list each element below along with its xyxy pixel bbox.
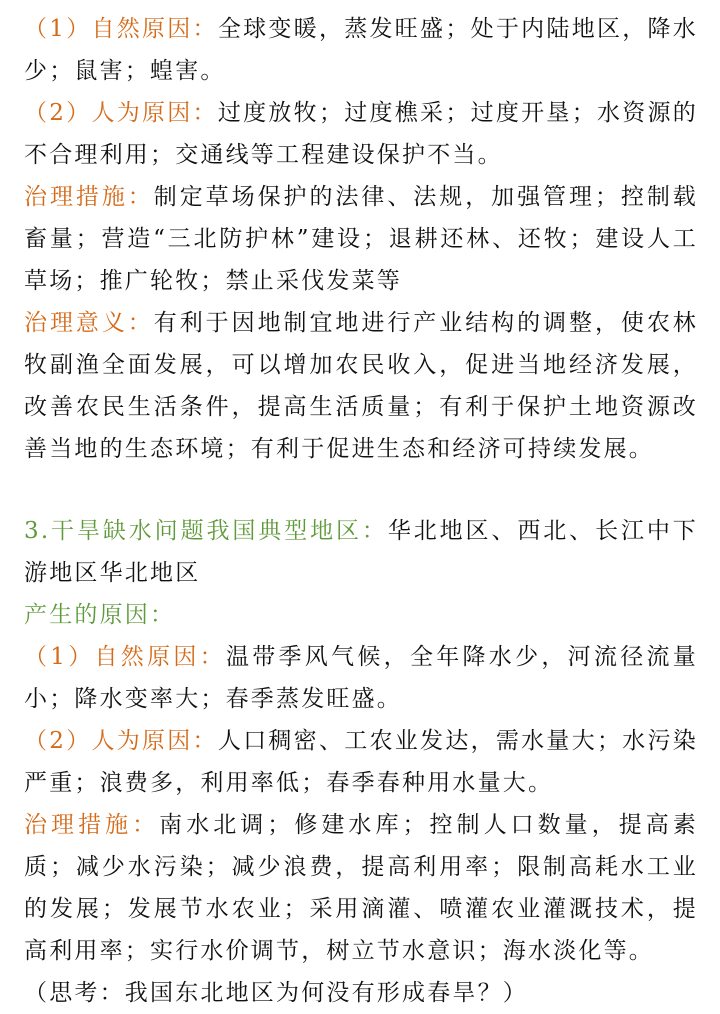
drought-natural-label: （1）自然原因：: [24, 644, 226, 670]
desert-significance-label: 治理意义：: [24, 310, 154, 336]
drought-measures: [24, 804, 698, 972]
drought-heading-label: 3.干旱缺水问题我国典型地区：: [24, 518, 388, 544]
drought-heading: [24, 510, 698, 594]
desert-natural-text: 全球变暖，蒸发旺盛；处于内陆地区，降水少；鼠害；蝗害。: [24, 16, 698, 84]
section-gap: [24, 470, 698, 510]
desert-natural-causes: [24, 8, 698, 92]
drought-human-label: （2）人为原因：: [24, 728, 218, 754]
drought-causes-label: 产生的原因：: [24, 602, 176, 628]
drought-measures-label: 治理措施：: [24, 812, 160, 838]
drought-measures-text: 南水北调；修建水库；控制人口数量，提高素质；减少水污染；减少浪费，提高利用率；限制高耗水工业的发展；发展节水农业；采用滴灌、喷灌农业灌溉技术，提高利用率；实行水价调节，树立节水意识；海水淡化等。: [24, 812, 699, 964]
desert-measures-text: 制定草场保护的法律、法规，加强管理；控制载畜量；营造“三北防护林”建设；退耕还林、还牧；建设人工草场；推广轮牧；禁止采伐发菜等: [24, 184, 699, 294]
desert-human-text: 过度放牧；过度樵采；过度开垦；水资源的不合理利用；交通线等工程建设保护不当。: [24, 100, 698, 168]
desert-measures: [24, 176, 698, 302]
drought-think-question: （思考：我国东北地区为何没有形成春旱？）: [24, 980, 528, 1006]
desert-human-label: （2）人为原因：: [24, 100, 218, 126]
desert-measures-label: 治理措施：: [24, 184, 154, 210]
desert-human-causes: [24, 92, 698, 176]
desert-significance-text: 有利于因地制宜地进行产业结构的调整，使农林牧副渔全面发展，可以增加农民收入，促进当地经济发展，改善农民生活条件，提高生活质量；有利于保护土地资源改善当地的生态环境；有利于促进生态和经济可持续发展。: [24, 310, 699, 462]
drought-natural-text: 温带季风气候，全年降水少，河流径流量小；降水变率大；春季蒸发旺盛。: [24, 644, 699, 712]
drought-human-text: 人口稠密、工农业发达，需水量大；水污染严重；浪费多，利用率低；春季春种用水量大。: [24, 728, 698, 796]
drought-human-causes: [24, 720, 698, 804]
drought-heading-text: 华北地区、西北、长江中下游地区华北地区: [24, 518, 698, 586]
desert-natural-label: （1）自然原因：: [24, 16, 218, 42]
desert-significance: [24, 302, 698, 470]
drought-natural-causes: [24, 636, 698, 720]
